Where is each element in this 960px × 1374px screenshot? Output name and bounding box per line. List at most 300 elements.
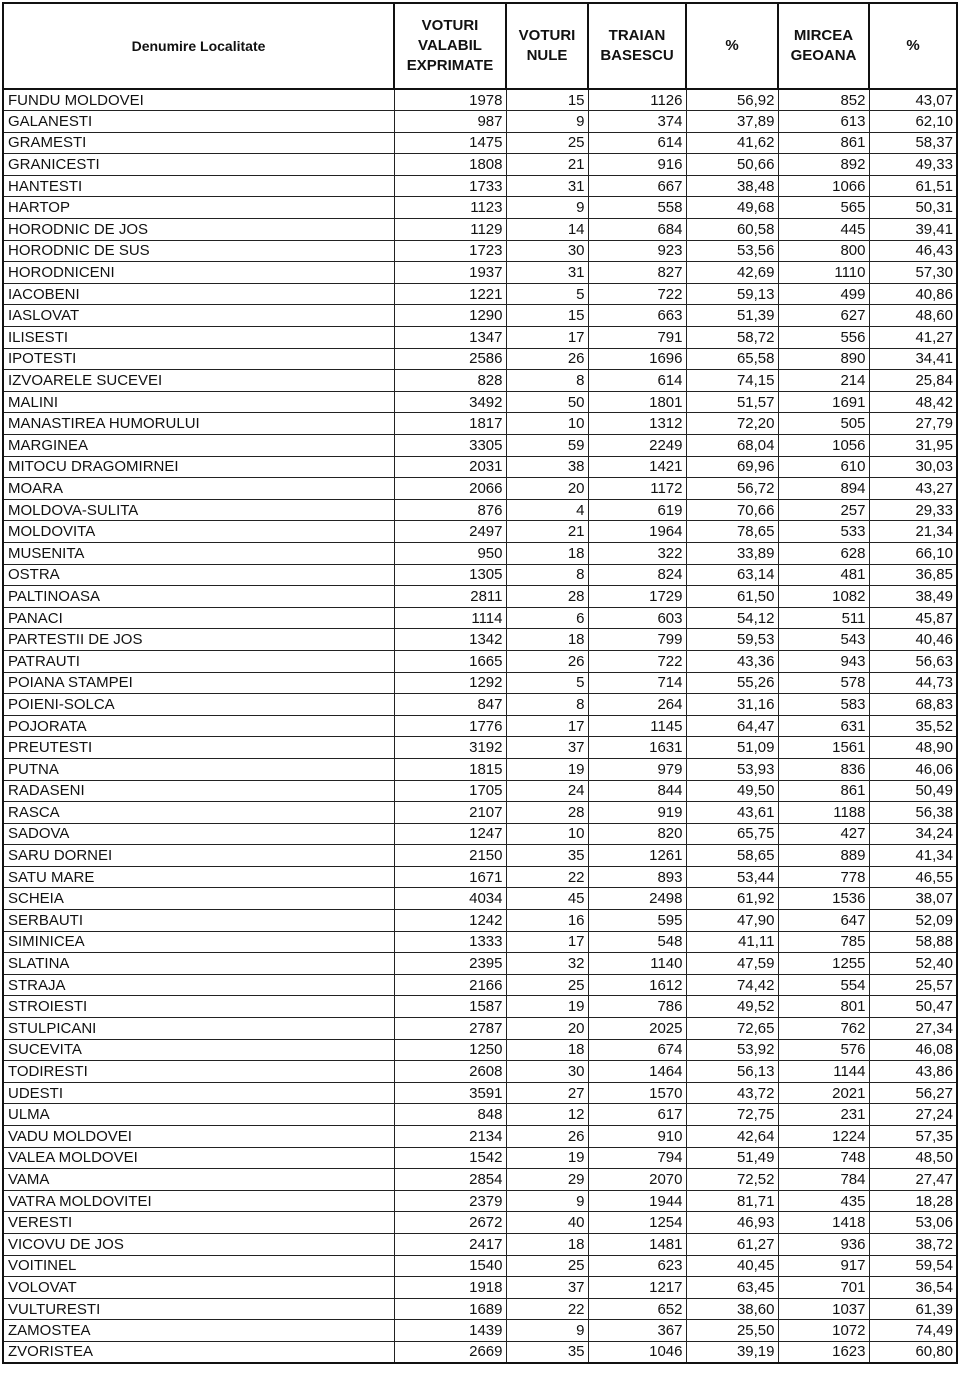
- basescu-percent-cell: 43,61: [686, 802, 778, 824]
- valid-votes-cell: 987: [394, 111, 506, 133]
- table-row: [3, 456, 957, 478]
- valid-votes-cell: 2395: [394, 953, 506, 975]
- geoana-percent-cell: 45,87: [869, 607, 957, 629]
- geoana-percent-cell: 21,34: [869, 521, 957, 543]
- locality-name-cell: GRANICESTI: [3, 154, 394, 176]
- basescu-votes-cell: 1631: [588, 737, 686, 759]
- geoana-percent-cell: 25,57: [869, 974, 957, 996]
- geoana-votes-cell: 1056: [778, 435, 869, 457]
- geoana-percent-cell: 41,34: [869, 845, 957, 867]
- basescu-percent-cell: 69,96: [686, 456, 778, 478]
- basescu-votes-cell: 794: [588, 1147, 686, 1169]
- table-row: [3, 435, 957, 457]
- table-row: [3, 348, 957, 370]
- valid-votes-cell: 950: [394, 542, 506, 564]
- basescu-percent-cell: 38,60: [686, 1298, 778, 1320]
- basescu-percent-cell: 50,66: [686, 154, 778, 176]
- null-votes-cell: 19: [506, 758, 588, 780]
- geoana-percent-cell: 48,60: [869, 305, 957, 327]
- geoana-percent-cell: 53,06: [869, 1212, 957, 1234]
- geoana-votes-cell: 427: [778, 823, 869, 845]
- basescu-votes-cell: 614: [588, 132, 686, 154]
- locality-name-cell: MOLDOVITA: [3, 521, 394, 543]
- basescu-percent-cell: 49,68: [686, 197, 778, 219]
- valid-votes-cell: 2497: [394, 521, 506, 543]
- null-votes-cell: 15: [506, 305, 588, 327]
- basescu-votes-cell: 1570: [588, 1082, 686, 1104]
- geoana-percent-cell: 58,37: [869, 132, 957, 154]
- basescu-votes-cell: 1261: [588, 845, 686, 867]
- basescu-votes-cell: 1046: [588, 1341, 686, 1363]
- basescu-votes-cell: 722: [588, 650, 686, 672]
- basescu-percent-cell: 31,16: [686, 694, 778, 716]
- basescu-votes-cell: 595: [588, 910, 686, 932]
- null-votes-cell: 8: [506, 370, 588, 392]
- basescu-votes-cell: 979: [588, 758, 686, 780]
- geoana-percent-cell: 56,63: [869, 650, 957, 672]
- geoana-votes-cell: 1224: [778, 1126, 869, 1148]
- geoana-votes-cell: 1418: [778, 1212, 869, 1234]
- basescu-percent-cell: 61,27: [686, 1233, 778, 1255]
- null-votes-cell: 4: [506, 499, 588, 521]
- geoana-percent-cell: 34,24: [869, 823, 957, 845]
- geoana-percent-cell: 50,47: [869, 996, 957, 1018]
- valid-votes-cell: 1733: [394, 175, 506, 197]
- basescu-votes-cell: 1421: [588, 456, 686, 478]
- basescu-votes-cell: 1464: [588, 1061, 686, 1083]
- geoana-votes-cell: 631: [778, 715, 869, 737]
- valid-votes-cell: 1808: [394, 154, 506, 176]
- basescu-percent-cell: 59,13: [686, 283, 778, 305]
- table-row: [3, 650, 957, 672]
- basescu-percent-cell: 43,72: [686, 1082, 778, 1104]
- basescu-percent-cell: 61,92: [686, 888, 778, 910]
- table-row: [3, 154, 957, 176]
- geoana-votes-cell: 565: [778, 197, 869, 219]
- geoana-votes-cell: 785: [778, 931, 869, 953]
- geoana-percent-cell: 52,09: [869, 910, 957, 932]
- null-votes-cell: 14: [506, 219, 588, 241]
- null-votes-cell: 35: [506, 1341, 588, 1363]
- table-row: [3, 1169, 957, 1191]
- geoana-percent-cell: 38,72: [869, 1233, 957, 1255]
- basescu-percent-cell: 33,89: [686, 542, 778, 564]
- geoana-percent-cell: 31,95: [869, 435, 957, 457]
- null-votes-cell: 27: [506, 1082, 588, 1104]
- table-row: [3, 1018, 957, 1040]
- locality-name-cell: SARU DORNEI: [3, 845, 394, 867]
- valid-votes-cell: 1129: [394, 219, 506, 241]
- basescu-percent-cell: 49,50: [686, 780, 778, 802]
- geoana-votes-cell: 852: [778, 89, 869, 111]
- geoana-votes-cell: 892: [778, 154, 869, 176]
- locality-name-cell: MITOCU DRAGOMIRNEI: [3, 456, 394, 478]
- geoana-percent-cell: 27,24: [869, 1104, 957, 1126]
- valid-votes-cell: 2379: [394, 1190, 506, 1212]
- geoana-percent-cell: 41,27: [869, 327, 957, 349]
- null-votes-cell: 29: [506, 1169, 588, 1191]
- locality-name-cell: MUSENITA: [3, 542, 394, 564]
- geoana-votes-cell: 890: [778, 348, 869, 370]
- geoana-percent-cell: 57,35: [869, 1126, 957, 1148]
- valid-votes-cell: 1342: [394, 629, 506, 651]
- geoana-votes-cell: 889: [778, 845, 869, 867]
- table-row: [3, 240, 957, 262]
- basescu-votes-cell: 322: [588, 542, 686, 564]
- basescu-votes-cell: 916: [588, 154, 686, 176]
- geoana-percent-cell: 46,55: [869, 866, 957, 888]
- geoana-votes-cell: 578: [778, 672, 869, 694]
- geoana-votes-cell: 778: [778, 866, 869, 888]
- basescu-votes-cell: 1254: [588, 1212, 686, 1234]
- basescu-votes-cell: 827: [588, 262, 686, 284]
- basescu-percent-cell: 56,13: [686, 1061, 778, 1083]
- basescu-percent-cell: 51,09: [686, 737, 778, 759]
- valid-votes-cell: 3492: [394, 391, 506, 413]
- locality-name-cell: VICOVU DE JOS: [3, 1233, 394, 1255]
- basescu-votes-cell: 919: [588, 802, 686, 824]
- locality-name-cell: MALINI: [3, 391, 394, 413]
- geoana-votes-cell: 1037: [778, 1298, 869, 1320]
- geoana-votes-cell: 505: [778, 413, 869, 435]
- valid-votes-cell: 2066: [394, 478, 506, 500]
- geoana-percent-cell: 46,43: [869, 240, 957, 262]
- basescu-votes-cell: 374: [588, 111, 686, 133]
- locality-name-cell: IZVOARELE SUCEVEI: [3, 370, 394, 392]
- valid-votes-cell: 1247: [394, 823, 506, 845]
- table-header: [3, 3, 957, 89]
- table-row: [3, 1147, 957, 1169]
- geoana-percent-cell: 60,80: [869, 1341, 957, 1363]
- geoana-percent-cell: 57,30: [869, 262, 957, 284]
- basescu-percent-cell: 53,44: [686, 866, 778, 888]
- valid-votes-cell: 2134: [394, 1126, 506, 1148]
- null-votes-cell: 59: [506, 435, 588, 457]
- null-votes-cell: 30: [506, 240, 588, 262]
- null-votes-cell: 21: [506, 154, 588, 176]
- valid-votes-cell: 848: [394, 1104, 506, 1126]
- basescu-votes-cell: 663: [588, 305, 686, 327]
- basescu-percent-cell: 41,62: [686, 132, 778, 154]
- basescu-votes-cell: 1140: [588, 953, 686, 975]
- locality-name-cell: PARTESTII DE JOS: [3, 629, 394, 651]
- table-row: [3, 996, 957, 1018]
- null-votes-cell: 6: [506, 607, 588, 629]
- locality-name-cell: ILISESTI: [3, 327, 394, 349]
- table-row: [3, 1277, 957, 1299]
- geoana-votes-cell: 784: [778, 1169, 869, 1191]
- basescu-votes-cell: 2249: [588, 435, 686, 457]
- geoana-votes-cell: 936: [778, 1233, 869, 1255]
- null-votes-cell: 9: [506, 1320, 588, 1342]
- locality-name-cell: POIANA STAMPEI: [3, 672, 394, 694]
- basescu-votes-cell: 558: [588, 197, 686, 219]
- table-row: [3, 499, 957, 521]
- geoana-percent-header: %: [869, 3, 957, 89]
- geoana-votes-cell: 2021: [778, 1082, 869, 1104]
- table-row: [3, 888, 957, 910]
- geoana-percent-cell: 48,50: [869, 1147, 957, 1169]
- locality-name-cell: PREUTESTI: [3, 737, 394, 759]
- basescu-votes-cell: 1481: [588, 1233, 686, 1255]
- valid-votes-cell: 1671: [394, 866, 506, 888]
- locality-name-cell: MARGINEA: [3, 435, 394, 457]
- basescu-percent-cell: 81,71: [686, 1190, 778, 1212]
- geoana-percent-cell: 62,10: [869, 111, 957, 133]
- valid-votes-cell: 1776: [394, 715, 506, 737]
- locality-name-cell: VAMA: [3, 1169, 394, 1191]
- basescu-percent-cell: 40,45: [686, 1255, 778, 1277]
- table-row: [3, 866, 957, 888]
- basescu-votes-cell: 1126: [588, 89, 686, 111]
- basescu-percent-cell: 60,58: [686, 219, 778, 241]
- null-votes-header: VOTURI NULE: [506, 3, 588, 89]
- valid-votes-cell: 2811: [394, 586, 506, 608]
- valid-votes-cell: 1305: [394, 564, 506, 586]
- table-row: [3, 1255, 957, 1277]
- null-votes-cell: 37: [506, 1277, 588, 1299]
- valid-votes-cell: 1705: [394, 780, 506, 802]
- geoana-percent-cell: 59,54: [869, 1255, 957, 1277]
- null-votes-cell: 22: [506, 866, 588, 888]
- table-row: [3, 1320, 957, 1342]
- table-row: [3, 910, 957, 932]
- locality-name-cell: VOLOVAT: [3, 1277, 394, 1299]
- null-votes-cell: 38: [506, 456, 588, 478]
- geoana-percent-cell: 34,41: [869, 348, 957, 370]
- valid-votes-cell: 1723: [394, 240, 506, 262]
- valid-votes-cell: 2586: [394, 348, 506, 370]
- geoana-percent-cell: 50,31: [869, 197, 957, 219]
- geoana-percent-cell: 61,51: [869, 175, 957, 197]
- valid-votes-cell: 1114: [394, 607, 506, 629]
- locality-name-cell: MOLDOVA-SULITA: [3, 499, 394, 521]
- locality-name-cell: UDESTI: [3, 1082, 394, 1104]
- geoana-percent-cell: 61,39: [869, 1298, 957, 1320]
- null-votes-cell: 17: [506, 931, 588, 953]
- geoana-votes-cell: 1066: [778, 175, 869, 197]
- geoana-percent-cell: 52,40: [869, 953, 957, 975]
- geoana-votes-cell: 628: [778, 542, 869, 564]
- geoana-percent-cell: 30,03: [869, 456, 957, 478]
- table-row: [3, 327, 957, 349]
- null-votes-cell: 15: [506, 89, 588, 111]
- basescu-votes-cell: 786: [588, 996, 686, 1018]
- null-votes-cell: 8: [506, 564, 588, 586]
- basescu-votes-cell: 1964: [588, 521, 686, 543]
- locality-name-cell: OSTRA: [3, 564, 394, 586]
- valid-votes-cell: 1665: [394, 650, 506, 672]
- basescu-votes-cell: 2498: [588, 888, 686, 910]
- null-votes-cell: 35: [506, 845, 588, 867]
- geoana-percent-cell: 36,85: [869, 564, 957, 586]
- basescu-votes-cell: 1696: [588, 348, 686, 370]
- basescu-percent-cell: 74,42: [686, 974, 778, 996]
- locality-name-cell: GALANESTI: [3, 111, 394, 133]
- valid-votes-cell: 847: [394, 694, 506, 716]
- basescu-votes-cell: 1172: [588, 478, 686, 500]
- valid-votes-cell: 2608: [394, 1061, 506, 1083]
- locality-name-cell: HORODNIC DE SUS: [3, 240, 394, 262]
- table-row: [3, 672, 957, 694]
- table-row: [3, 629, 957, 651]
- table-body: [3, 89, 957, 1363]
- basescu-votes-cell: 548: [588, 931, 686, 953]
- geoana-votes-cell: 511: [778, 607, 869, 629]
- valid-votes-cell: 1689: [394, 1298, 506, 1320]
- valid-votes-cell: 1918: [394, 1277, 506, 1299]
- basescu-votes-cell: 1729: [588, 586, 686, 608]
- basescu-percent-cell: 41,11: [686, 931, 778, 953]
- basescu-percent-cell: 49,52: [686, 996, 778, 1018]
- geoana-votes-cell: 800: [778, 240, 869, 262]
- locality-name-cell: MANASTIREA HUMORULUI: [3, 413, 394, 435]
- table-row: [3, 1341, 957, 1363]
- null-votes-cell: 10: [506, 413, 588, 435]
- valid-votes-cell: 1475: [394, 132, 506, 154]
- geoana-votes-cell: 435: [778, 1190, 869, 1212]
- table-row: [3, 607, 957, 629]
- basescu-percent-cell: 56,92: [686, 89, 778, 111]
- geoana-votes-cell: 1082: [778, 586, 869, 608]
- basescu-percent-cell: 51,39: [686, 305, 778, 327]
- table-row: [3, 413, 957, 435]
- basescu-votes-cell: 1145: [588, 715, 686, 737]
- geoana-votes-cell: 627: [778, 305, 869, 327]
- basescu-percent-cell: 63,45: [686, 1277, 778, 1299]
- geoana-percent-cell: 36,54: [869, 1277, 957, 1299]
- locality-name-cell: SCHEIA: [3, 888, 394, 910]
- table-row: [3, 1190, 957, 1212]
- locality-name-cell: POIENI-SOLCA: [3, 694, 394, 716]
- basescu-votes-cell: 923: [588, 240, 686, 262]
- table-row: [3, 758, 957, 780]
- geoana-votes-cell: 647: [778, 910, 869, 932]
- locality-name-cell: RASCA: [3, 802, 394, 824]
- table-row: [3, 845, 957, 867]
- geoana-votes-cell: 861: [778, 132, 869, 154]
- basescu-percent-cell: 38,48: [686, 175, 778, 197]
- locality-name-cell: IASLOVAT: [3, 305, 394, 327]
- null-votes-cell: 9: [506, 111, 588, 133]
- locality-name-cell: PANACI: [3, 607, 394, 629]
- geoana-votes-cell: 1144: [778, 1061, 869, 1083]
- results-sheet: [2, 2, 956, 1364]
- geoana-votes-cell: 748: [778, 1147, 869, 1169]
- valid-votes-cell: 828: [394, 370, 506, 392]
- valid-votes-cell: 2150: [394, 845, 506, 867]
- table-row: [3, 715, 957, 737]
- basescu-votes-cell: 1217: [588, 1277, 686, 1299]
- geoana-votes-cell: 861: [778, 780, 869, 802]
- null-votes-cell: 28: [506, 802, 588, 824]
- table-row: [3, 521, 957, 543]
- geoana-percent-cell: 46,06: [869, 758, 957, 780]
- basescu-percent-cell: 72,20: [686, 413, 778, 435]
- valid-votes-cell: 3192: [394, 737, 506, 759]
- locality-name-cell: STULPICANI: [3, 1018, 394, 1040]
- table-row: [3, 1104, 957, 1126]
- valid-votes-cell: 1817: [394, 413, 506, 435]
- null-votes-cell: 10: [506, 823, 588, 845]
- basescu-percent-cell: 63,14: [686, 564, 778, 586]
- geoana-percent-cell: 46,08: [869, 1039, 957, 1061]
- null-votes-cell: 19: [506, 1147, 588, 1169]
- geoana-votes-cell: 1188: [778, 802, 869, 824]
- geoana-percent-cell: 27,47: [869, 1169, 957, 1191]
- basescu-percent-cell: 37,89: [686, 111, 778, 133]
- locality-name-cell: ULMA: [3, 1104, 394, 1126]
- basescu-percent-cell: 72,52: [686, 1169, 778, 1191]
- null-votes-cell: 30: [506, 1061, 588, 1083]
- basescu-percent-cell: 65,58: [686, 348, 778, 370]
- geoana-percent-cell: 66,10: [869, 542, 957, 564]
- basescu-votes-cell: 1612: [588, 974, 686, 996]
- locality-name-cell: MOARA: [3, 478, 394, 500]
- basescu-percent-cell: 56,72: [686, 478, 778, 500]
- basescu-votes-cell: 367: [588, 1320, 686, 1342]
- geoana-percent-cell: 29,33: [869, 499, 957, 521]
- basescu-votes-cell: 893: [588, 866, 686, 888]
- valid-votes-cell: 4034: [394, 888, 506, 910]
- basescu-votes-cell: 667: [588, 175, 686, 197]
- locality-name-cell: IACOBENI: [3, 283, 394, 305]
- null-votes-cell: 8: [506, 694, 588, 716]
- null-votes-cell: 20: [506, 478, 588, 500]
- table-row: [3, 542, 957, 564]
- locality-name-cell: HARTOP: [3, 197, 394, 219]
- null-votes-cell: 17: [506, 327, 588, 349]
- null-votes-cell: 25: [506, 132, 588, 154]
- geoana-percent-cell: 56,38: [869, 802, 957, 824]
- geoana-percent-cell: 43,27: [869, 478, 957, 500]
- basescu-votes-cell: 614: [588, 370, 686, 392]
- geoana-votes-cell: 231: [778, 1104, 869, 1126]
- table-row: [3, 823, 957, 845]
- locality-name-cell: IPOTESTI: [3, 348, 394, 370]
- table-row: [3, 305, 957, 327]
- locality-name-cell: HANTESTI: [3, 175, 394, 197]
- valid-votes-cell: 1333: [394, 931, 506, 953]
- geoana-votes-cell: 894: [778, 478, 869, 500]
- null-votes-cell: 9: [506, 197, 588, 219]
- locality-name-cell: POJORATA: [3, 715, 394, 737]
- null-votes-cell: 26: [506, 650, 588, 672]
- geoana-votes-cell: 257: [778, 499, 869, 521]
- basescu-votes-cell: 2070: [588, 1169, 686, 1191]
- locality-name-cell: PATRAUTI: [3, 650, 394, 672]
- table-row: [3, 132, 957, 154]
- null-votes-cell: 37: [506, 737, 588, 759]
- basescu-percent-cell: 55,26: [686, 672, 778, 694]
- geoana-percent-cell: 40,46: [869, 629, 957, 651]
- geoana-votes-cell: 1255: [778, 953, 869, 975]
- valid-votes-cell: 1292: [394, 672, 506, 694]
- basescu-votes-cell: 799: [588, 629, 686, 651]
- locality-name-cell: RADASENI: [3, 780, 394, 802]
- basescu-votes-cell: 674: [588, 1039, 686, 1061]
- table-row: [3, 974, 957, 996]
- basescu-votes-cell: 820: [588, 823, 686, 845]
- geoana-percent-cell: 48,42: [869, 391, 957, 413]
- geoana-votes-cell: 445: [778, 219, 869, 241]
- table-row: [3, 1212, 957, 1234]
- geoana-votes-cell: 836: [778, 758, 869, 780]
- null-votes-cell: 28: [506, 586, 588, 608]
- table-row: [3, 737, 957, 759]
- basescu-percent-cell: 61,50: [686, 586, 778, 608]
- null-votes-cell: 50: [506, 391, 588, 413]
